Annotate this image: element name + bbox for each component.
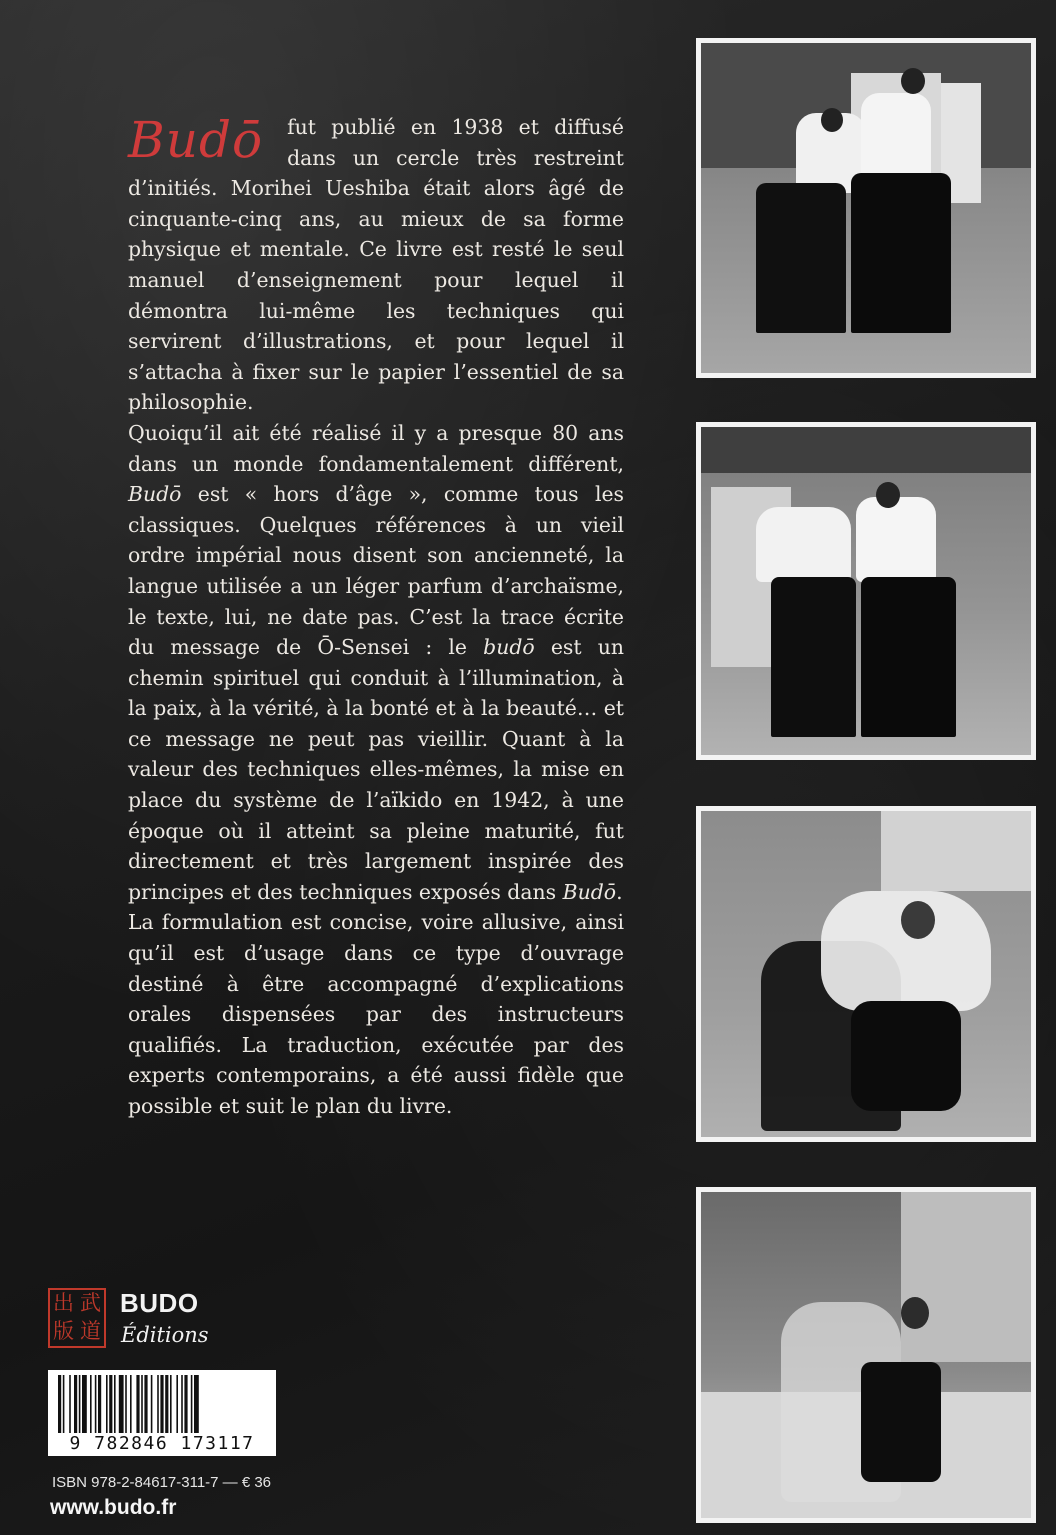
publisher-name: BUDO	[120, 1288, 199, 1318]
barcode-bar	[82, 1375, 87, 1433]
text-run: .	[616, 879, 623, 904]
photo-2-image	[701, 427, 1031, 755]
logo-glyph: 道	[80, 1319, 101, 1343]
barcode-bar	[191, 1375, 193, 1433]
barcode-bars	[56, 1375, 268, 1433]
barcode	[48, 1370, 276, 1456]
publisher-logo-stamp	[48, 1288, 106, 1348]
barcode-bar	[157, 1375, 159, 1433]
website-url: www.budo.fr	[50, 1496, 177, 1519]
paragraph	[128, 418, 624, 908]
barcode-bar	[69, 1375, 71, 1433]
barcode-bar	[95, 1375, 97, 1433]
title-word: Budō	[128, 111, 264, 169]
photo-3-image	[701, 811, 1031, 1137]
logo-glyph: 出	[53, 1291, 74, 1315]
barcode-bar	[106, 1375, 108, 1433]
barcode-digits: 9 782846 173117	[69, 1433, 255, 1454]
logo-glyph: 武	[80, 1291, 101, 1315]
barcode-bar	[58, 1375, 61, 1433]
photo-technique-2	[696, 422, 1036, 760]
barcode-bar	[74, 1375, 77, 1433]
barcode-bar	[176, 1375, 178, 1433]
barcode-bar	[170, 1375, 172, 1433]
barcode-bar	[194, 1375, 199, 1433]
italic-title-run: Budō	[128, 482, 182, 507]
barcode-bar	[136, 1375, 139, 1433]
photo-1-image	[701, 43, 1031, 373]
barcode-bar	[181, 1375, 183, 1433]
paragraph	[128, 907, 624, 1121]
barcode-bar	[125, 1375, 127, 1433]
barcode-bar	[160, 1375, 163, 1433]
description-text	[128, 112, 624, 1122]
barcode-bar	[141, 1375, 143, 1433]
barcode-bar	[184, 1375, 187, 1433]
barcode-bar	[63, 1375, 65, 1433]
italic-title-run: budō	[483, 635, 535, 660]
photo-technique-3	[696, 806, 1036, 1142]
barcode-bar	[144, 1375, 147, 1433]
text-run: est « hors d’âge », comme tous les classiques. Quelques références à un vieil ordre impérial nous disent son ancienneté, la langue utilisée a un léger parfum d’archaïsme, le texte, lui, ne date pas. C’est la trace écrite du message de Ō-Sensei : le	[128, 482, 624, 660]
barcode-bar	[109, 1375, 112, 1433]
barcode-bar	[130, 1375, 132, 1433]
publisher-subtitle: Éditions	[121, 1323, 209, 1347]
barcode-bar	[114, 1375, 116, 1433]
photo-technique-1	[696, 38, 1036, 378]
text-run: est un chemin spirituel qui conduit à l’illumination, à la paix, à la vérité, à la bonté et à la beauté… et ce message ne peut pas vieillir. Quant à la valeur des techniques elles-mêmes, la mise en place du système de l’aïkido en 1942, à une époque où il atteint sa pleine maturité, fut directement et très largement inspirée des principes et des techniques exposés dans	[128, 635, 624, 904]
isbn-price: ISBN 978-2-84617-311-7 — € 36	[52, 1474, 272, 1491]
barcode-bar	[98, 1375, 101, 1433]
logo-glyph: 版	[53, 1319, 74, 1343]
barcode-bar	[79, 1375, 81, 1433]
text-run: fut publié en 1938 et diffusé dans un cercle très restreint d’initiés. Morihei Ueshiba était alors âgé de cinquante-cinq ans, au mieux de sa forme physique et mentale. Ce livre est resté le seul manuel d’enseignement pour lequel il démontra lui-même les techniques qui servirent d’illustrations, et pour lequel il s’attacha à fixer sur le papier l’essentiel de sa philosophie.	[128, 115, 624, 415]
barcode-bar	[119, 1375, 124, 1433]
barcode-bar	[90, 1375, 92, 1433]
photo-technique-4	[696, 1187, 1036, 1523]
barcode-bar	[165, 1375, 168, 1433]
paragraphs	[128, 112, 624, 1122]
italic-title-run: Budō	[562, 879, 617, 904]
barcode-bar	[151, 1375, 153, 1433]
text-run: Quoiqu’il ait été réalisé il y a presque 80 ans dans un monde fondamentalement différent,	[128, 420, 624, 476]
text-run: La formulation est concise, voire allusive, ainsi qu’il est d’usage dans ce type d’ouvrage destiné à être accompagné d’explications orales dispensées par des instructeurs qualifiés. La traduction, exécutée par des experts contemporains, a été aussi fidèle que possible et suit le plan du livre.	[128, 910, 624, 1118]
photo-4-image	[701, 1192, 1031, 1518]
